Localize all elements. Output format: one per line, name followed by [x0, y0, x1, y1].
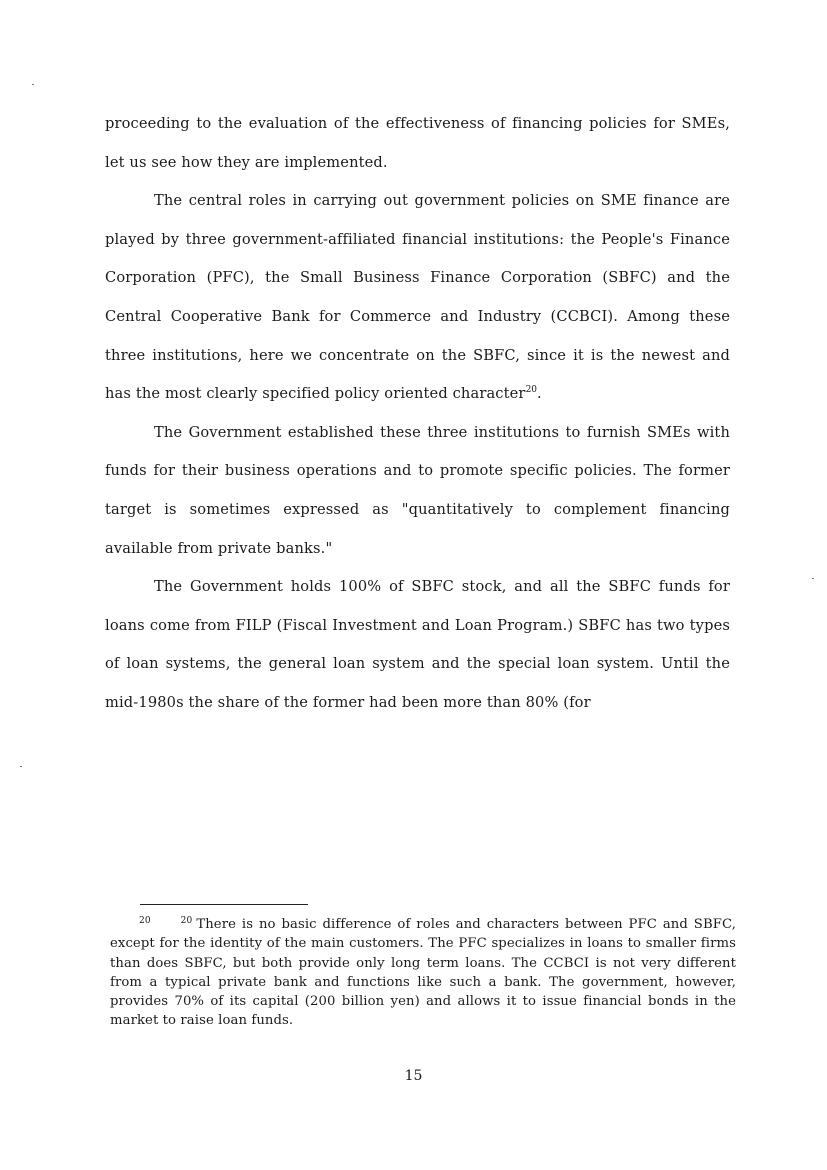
paragraph-1: proceeding to the evaluation of the effectiveness of financing policies for SMEs, let us see how they are implemented. — [105, 115, 730, 171]
scan-speck — [812, 578, 814, 579]
paragraph-4: The Government holds 100% of SBFC stock, and all the SBFC funds for loans come from FILP (Fiscal Investment and Loan Program.) SBFC has two types of loan systems, the general loan system and the special loan system. Until the mid-1980s the share of the former had been more than 80% (for — [105, 578, 730, 711]
footnote-mark-inline: 20 — [180, 915, 193, 926]
scan-speck — [20, 766, 22, 767]
footnote-separator — [140, 904, 308, 905]
page-number: 15 — [404, 1068, 423, 1084]
scan-speck — [32, 84, 34, 85]
paragraph-3: The Government established these three institutions to furnish SMEs with funds for their business operations and to promote specific policies. The former target is sometimes expressed as "quantitatively to complement financing available from private banks." — [105, 423, 730, 557]
footnote-reference: 20 — [525, 385, 538, 396]
body-text — [105, 105, 730, 723]
footnote — [110, 915, 736, 1031]
footnote-paragraph: 20 $^{20}$ There is no basic difference of roles and characters between PFC and SBFC, except for the identity of the main customers. The PFC specializes in loans to smaller firms than does SBFC, but both provide only long term loans. The CCBCI is not very different from a typical private bank and functions like such a bank. The government, however, provides 70% of its capital (200 billion yen) and allows it to issue financial bonds in the market to raise loan funds. — [110, 915, 736, 1029]
footnote-text: There is no basic difference of roles and characters between PFC and SBFC, except for the identity of the main customers. The PFC specializes in loans to smaller firms than does SBFC, but both provide only long term loans. The CCBCI is not very different from a typical private bank and functions like such a bank. The government, however, provides 70% of its capital (200 billion yen) and allows it to issue financial bonds in the market to raise loan funds. — [110, 917, 736, 1029]
paragraph-2 — [105, 182, 730, 414]
paragraph-2-end: . — [537, 385, 542, 403]
paragraph-2-text: The central roles in carrying out government policies on SME finance are played by three government-affiliated financial institutions: the People's Finance Corporation (PFC), the Small Business Finance Corporation (SBFC) and the Central Cooperative Bank for Commerce and Industry (CCBCI). Among these three institutions, here we concentrate on the SBFC, since it is the newest and has the most clearly specified policy oriented character — [105, 192, 730, 403]
